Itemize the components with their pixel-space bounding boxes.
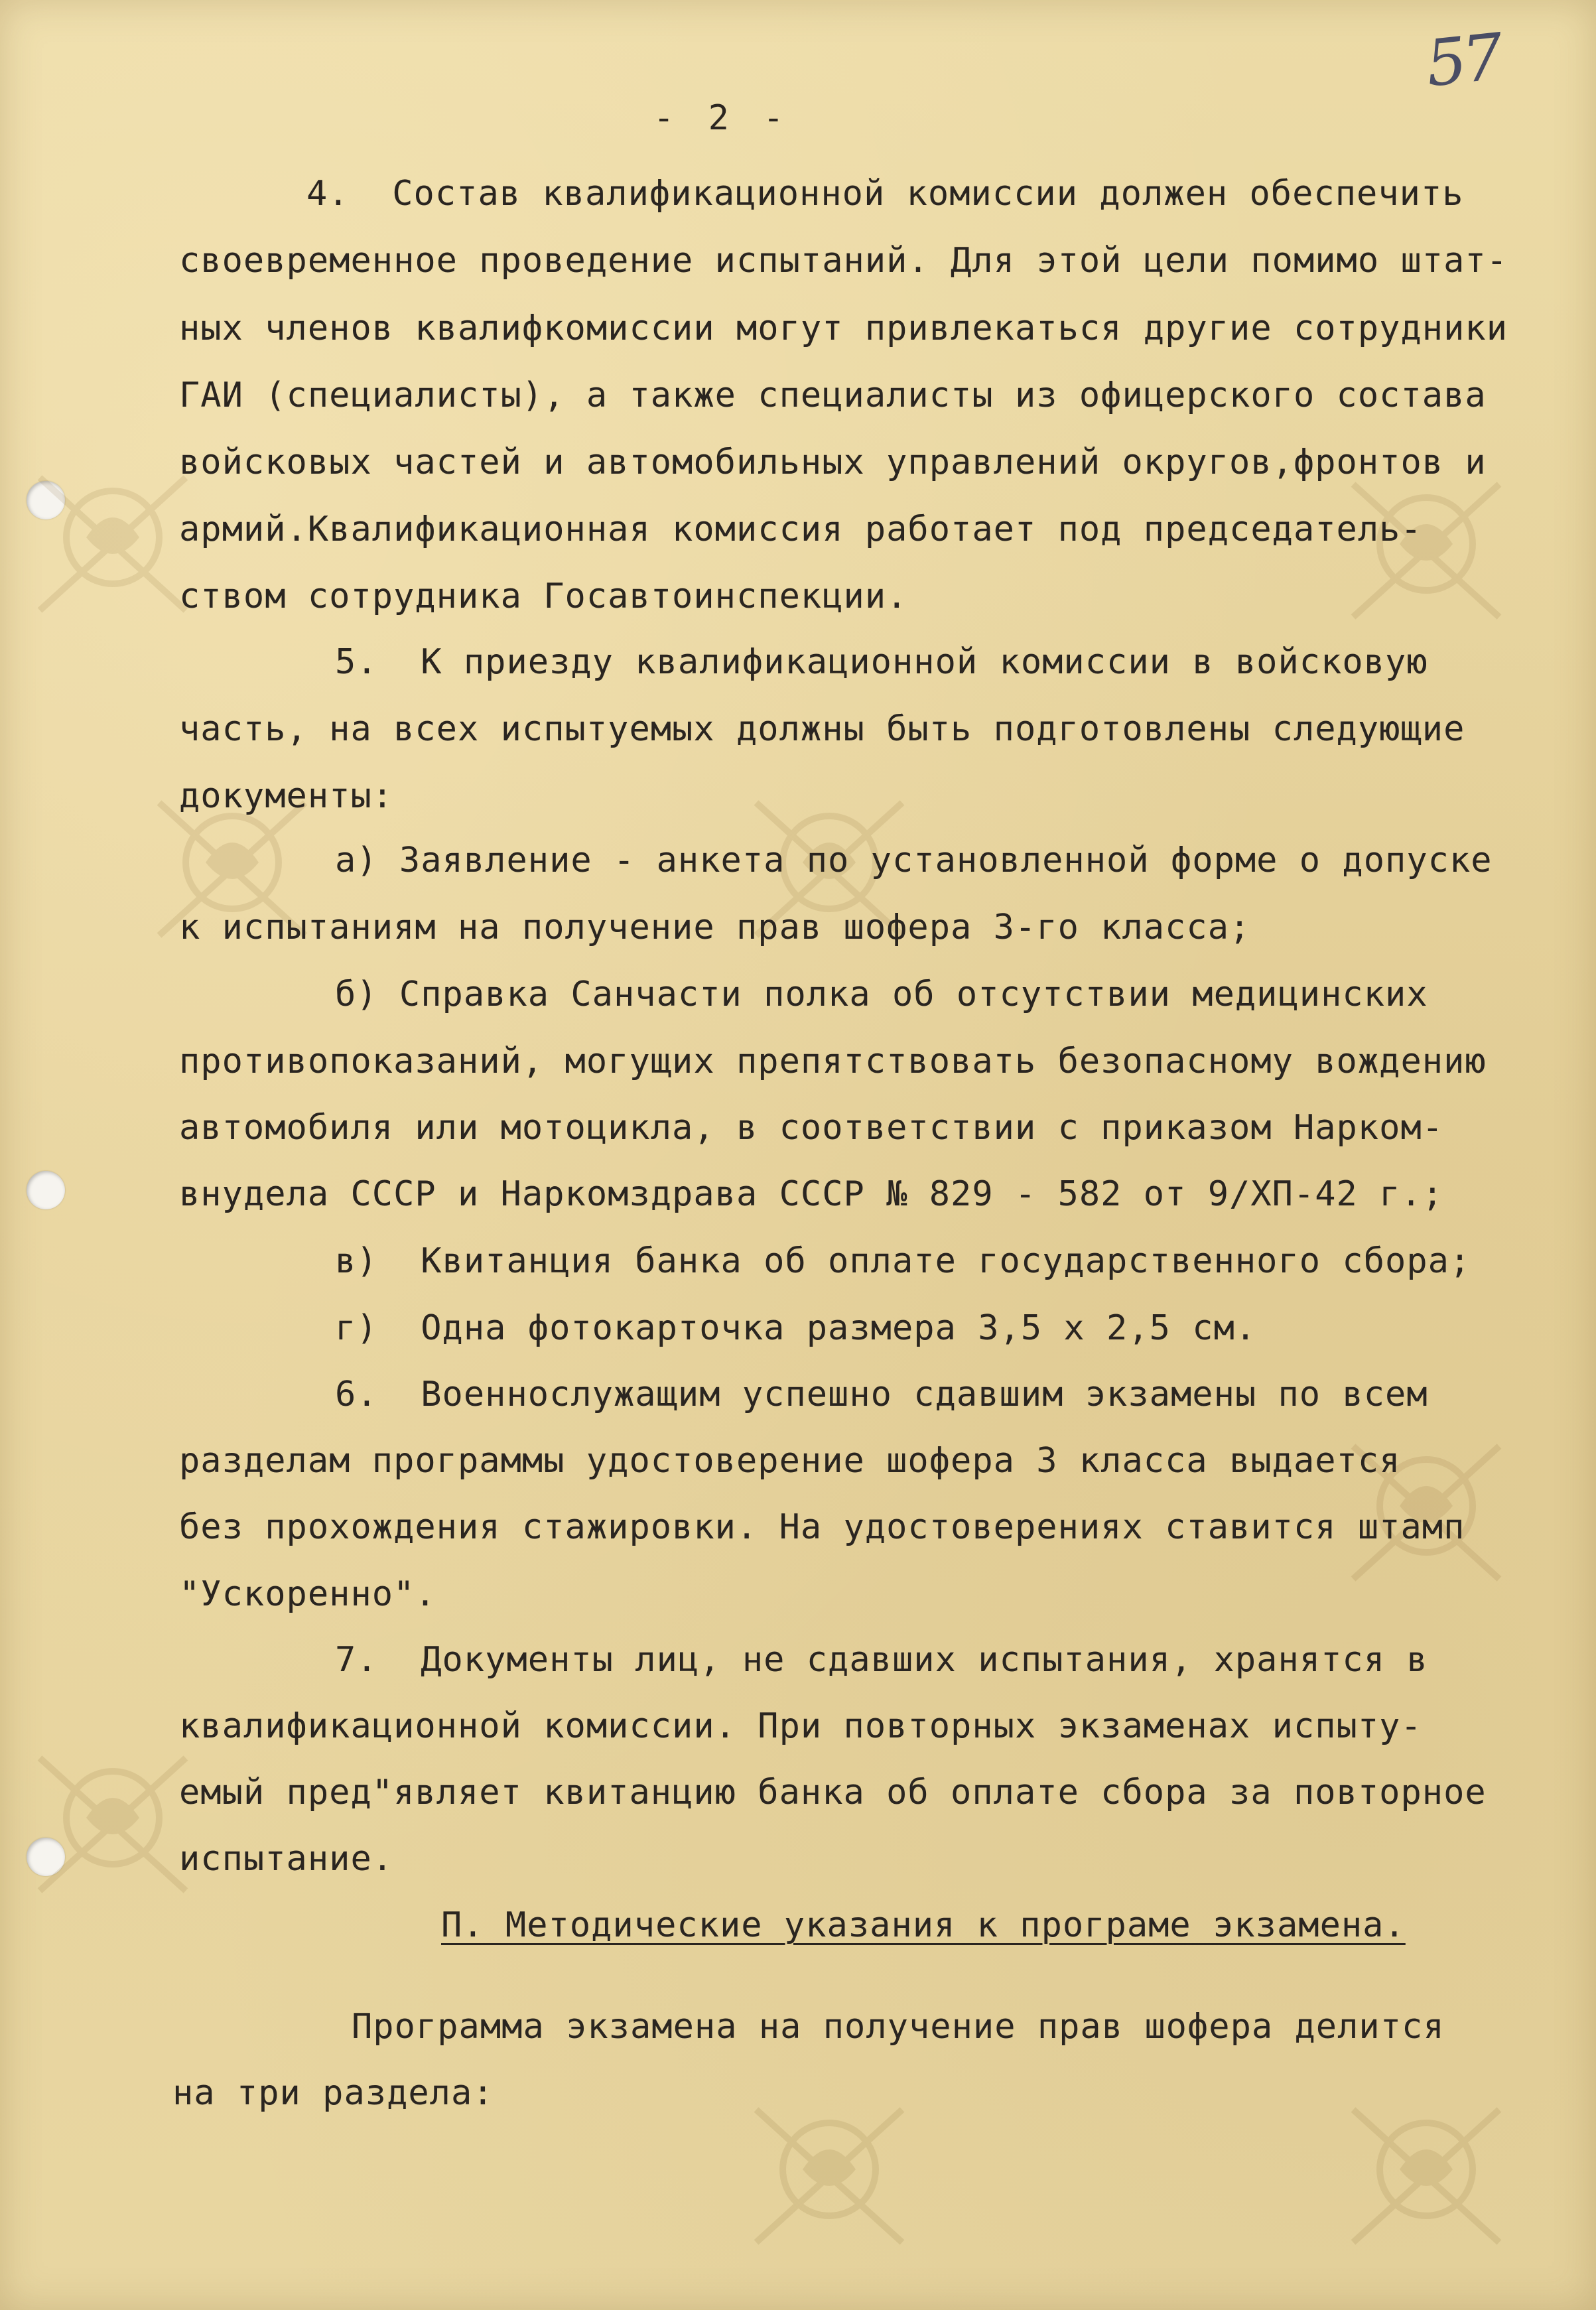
text-line: 7. Документы лиц, не сдавших испытания, хранятся в (335, 1640, 1428, 1680)
text-line: разделам программы удостоверение шофера 3 класса выдается (179, 1441, 1401, 1481)
text-line: ных членов квалифкомиссии могут привлекаться другие сотрудники (179, 308, 1508, 348)
text-line: квалификационной комиссии. При повторных экзаменах испыту- (179, 1706, 1422, 1746)
text-line: документы: (179, 776, 394, 816)
folio-number: 57 (1422, 19, 1503, 102)
text-line: ГАИ (специалисты), а также специалисты из офицерского состава (179, 375, 1487, 415)
watermark-emblem-icon (730, 2090, 929, 2262)
text-line: Программа экзамена на получение прав шофера делится (352, 2007, 1445, 2047)
text-line: "Ускоренно". (179, 1574, 436, 1614)
text-line: армий.Квалификационная комиссия работает под председатель- (179, 510, 1422, 549)
text-line: 5. К приезду квалификационной комиссии в войсковую (335, 642, 1428, 682)
text-line: испытание. (179, 1839, 394, 1879)
text-line: а) Заявление - анкета по установленной форме о допуске (335, 841, 1493, 880)
text-line: своевременное проведение испытаний. Для этой цели помимо штат- (179, 241, 1508, 281)
text-line: часть, на всех испытуемых должны быть подготовлены следующие (179, 709, 1465, 749)
watermark-emblem-icon (1327, 2090, 1526, 2262)
page-number: - 2 - (653, 98, 791, 138)
text-line: ством сотрудника Госавтоинспекции. (179, 577, 908, 616)
text-line: в) Квитанция банка об оплате государственного сбора; (335, 1241, 1471, 1281)
text-line: автомобиля или мотоцикла, в соответствии с приказом Нарком- (179, 1108, 1444, 1148)
text-line: внудела СССР и Наркомздрава СССР № 829 - 582 от 9/ХП-42 г.; (179, 1174, 1444, 1214)
text-line: на три раздела: (172, 2073, 494, 2113)
text-line: противопоказаний, могущих препятствовать безопасному вождению (179, 1042, 1487, 1081)
text-line: б) Справка Санчасти полка об отсутствии медицинских (335, 975, 1428, 1014)
text-line: емый пред"являет квитанцию банка об оплате сбора за повторное (179, 1773, 1487, 1812)
watermark-emblem-icon (1327, 464, 1526, 637)
section-heading: П. Методические указания к програме экзамена. (441, 1905, 1406, 1945)
text-line: 4. Состав квалификационной комиссии должен обеспечить (306, 174, 1464, 214)
text-line: г) Одна фотокарточка размера 3,5 х 2,5 см. (335, 1308, 1257, 1348)
text-line: к испытаниям на получение прав шофера 3-го класса; (179, 908, 1251, 947)
text-line: без прохождения стажировки. На удостоверениях ставится штамп (179, 1507, 1465, 1547)
punch-hole (27, 1171, 65, 1209)
text-line: 6. Военнослужащим успешно сдавшим экзамены по всем (335, 1375, 1428, 1414)
text-line: войсковых частей и автомобильных управлений округов,фронтов и (179, 442, 1487, 482)
watermark-emblem-icon (13, 1738, 212, 1911)
